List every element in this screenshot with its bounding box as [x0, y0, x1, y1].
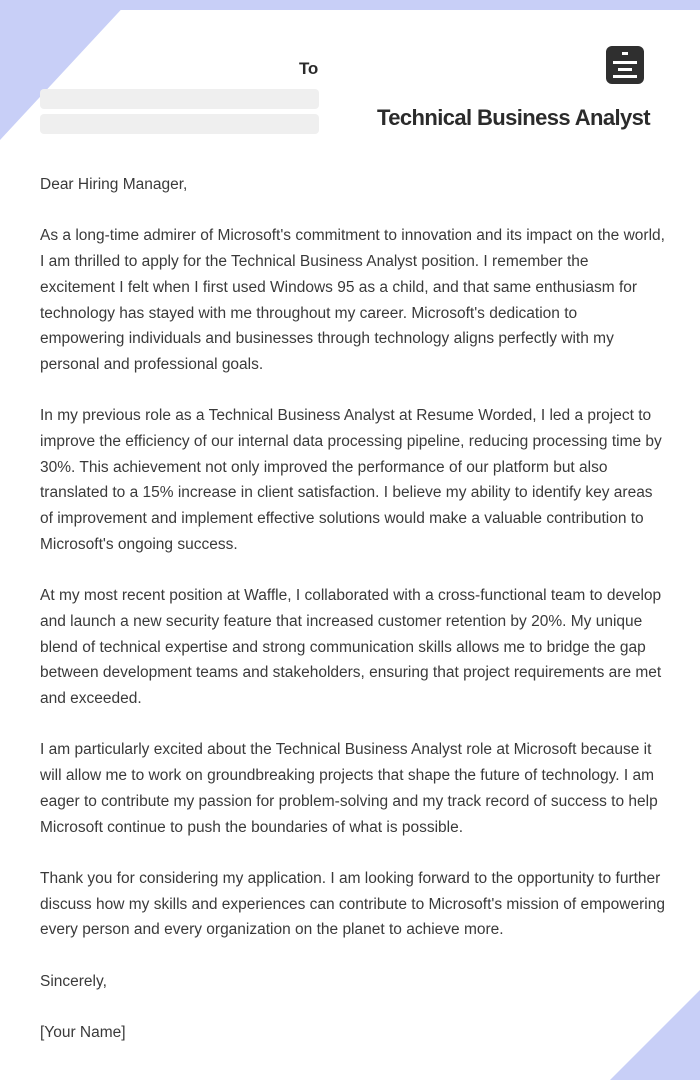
paragraph: Thank you for considering my application. I am looking forward to the opportunity to further discuss how my skills and experiences can contribute to Microsoft's mission of empowering every person and every organization on the planet to achieve more. [40, 869, 665, 939]
job-title: Technical Business Analyst [377, 105, 650, 130]
recipient-address-line [40, 114, 319, 134]
recipient-label: To [299, 59, 319, 78]
document-list-icon [606, 46, 644, 84]
recipient-address-line [40, 89, 319, 109]
signature: [Your Name] [40, 1024, 126, 1042]
closing: Sincerely, [40, 972, 107, 990]
paragraph: I am particularly excited about the Technical Business Analyst role at Microsoft because it will allow me to work on groundbreaking projects that shape the future of technology. I am eager to contribute my passion for problem-solving and my track record of success to help Microsoft continue to push the boundaries of what is possible. [40, 741, 658, 836]
paragraph: As a long-time admirer of Microsoft's commitment to innovation and its impact on the world, I am thrilled to apply for the Technical Business Analyst position. I remember the excitement I felt when I first used Windows 95 as a child, and that same enthusiasm for technology has stayed with me throughout my career. Microsoft's dedication to empowering individuals and businesses through technology aligns perfectly with my personal and professional goals. [40, 227, 665, 373]
paragraph: In my previous role as a Technical Business Analyst at Resume Worded, I led a project to improve the efficiency of our internal data processing pipeline, reducing processing time by 30%. This achievement not only improved the performance of our platform but also translated to a 15% increase in client satisfaction. I believe my ability to identify key areas of improvement and implement effective solutions would make a valuable contribution to Microsoft's ongoing success. [40, 407, 662, 553]
letter-body [40, 172, 665, 1071]
greeting: Dear Hiring Manager, [40, 176, 188, 193]
paragraph: At my most recent position at Waffle, I collaborated with a cross-functional team to develop and launch a new security feature that increased customer retention by 20%. My unique blend of technical expertise and strong communication skills allows me to bridge the gap between development teams and stakeholders, ensuring that project requirements are met and exceeded. [40, 587, 662, 708]
